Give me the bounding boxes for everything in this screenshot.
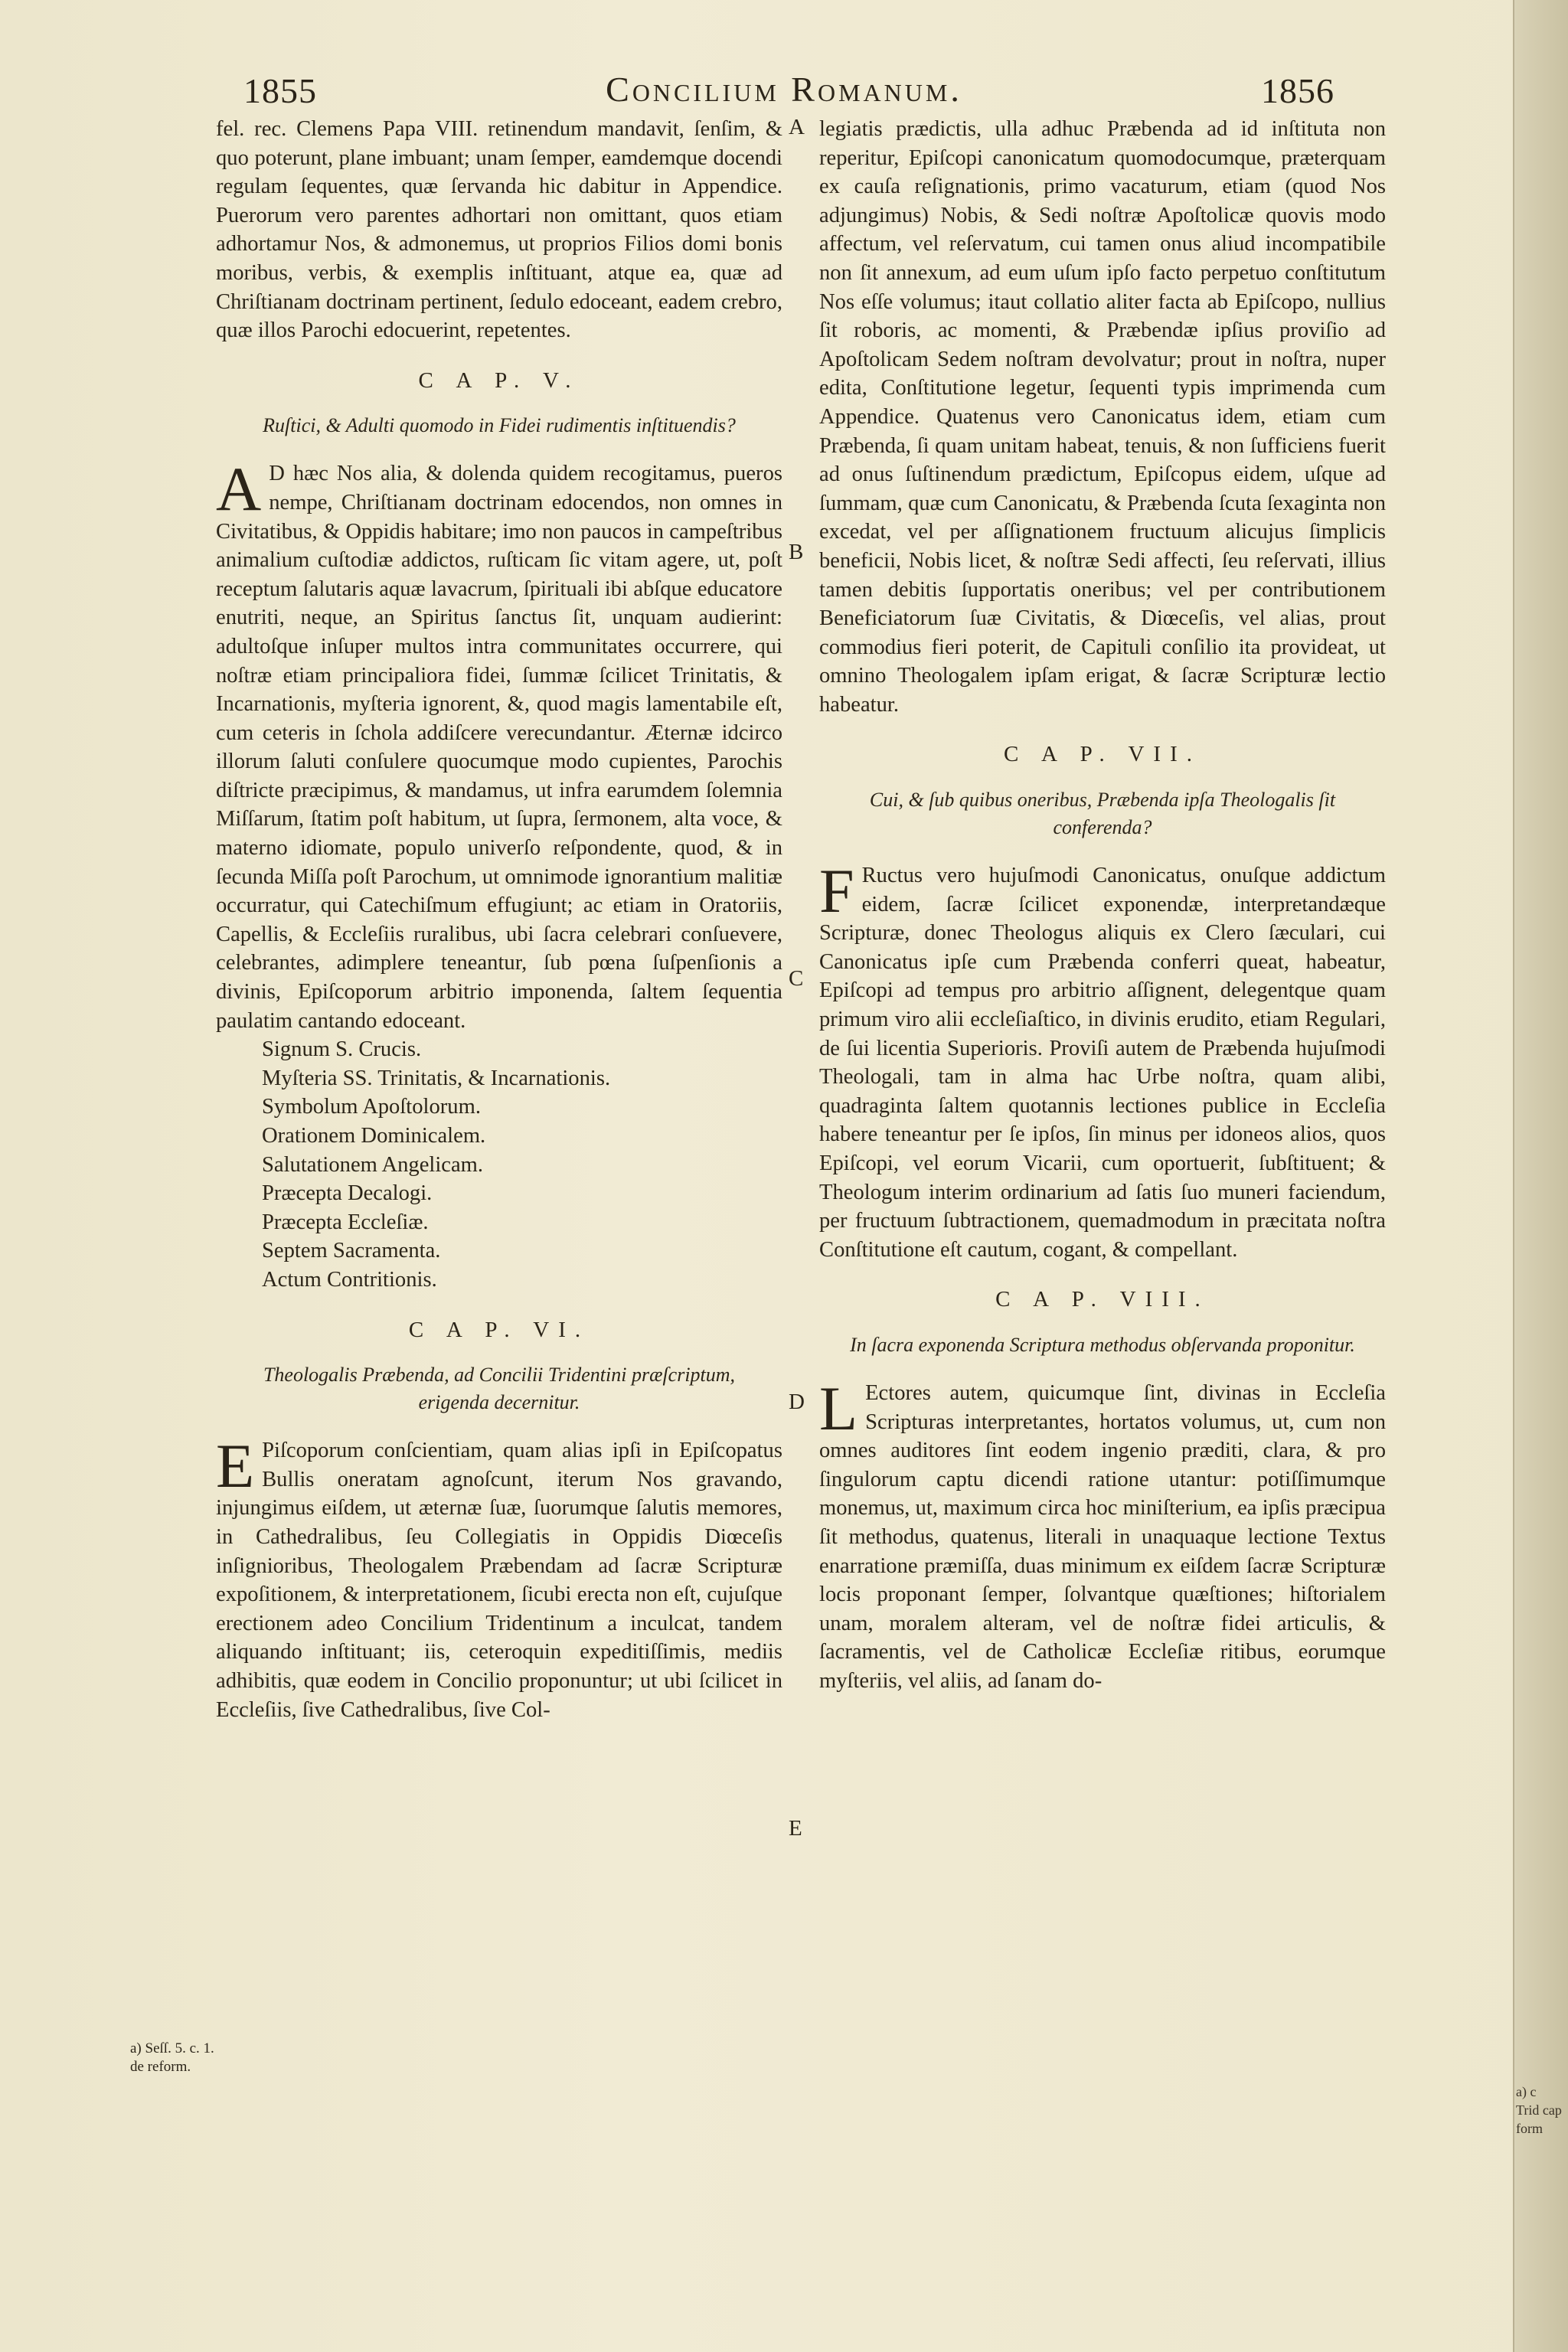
cap-viii-heading: C A P. VIII. bbox=[995, 1287, 1210, 1312]
list-item: Septem Sacramenta. bbox=[262, 1239, 441, 1263]
running-title: Concilium Romanum. bbox=[606, 70, 962, 109]
cap-vii-heading: C A P. VII. bbox=[1004, 742, 1201, 767]
cap-viii-text: Ectores autem, quicumque ſint, divinas in Eccleſia Scripturas interpretantes, hortatos volumus, ut, cum non omnes auditores ſint eodem ingenio præditi, clara, & pro ſingulorum captu dicendi ratione utantur: potiſſimumque monemus, ut, maximum circa hoc miniſterium, ea ipſis præcipua ſit methodus, quatenus, literali in unaquaque lectione Textus enarratione præmiſſa, duas minimum ex eiſdem ſacræ Scripturæ locis proponant ſemper, ſolvantque quæſtiones; hiſtorialem unam, moralem alteram, vel de noſtræ fidei articulis, & ſacramentis, vel de Catholicæ Eccleſiæ ritibus, eorumque myſteriis, vel aliis, ad ſanam do- bbox=[819, 1380, 1386, 1693]
left-intro-paragraph: fel. rec. Clemens Papa VIII. retinendum mandavit, ſenſim, & quo poterunt, plane imbuant; unam ſemper, eamdemque docendi regulam ſequentes, quæ ſervanda hic dabitur in Appendice. Puerorum vero parentes adhortari non omittant, quos etiam adhortamur Nos, & admonemus, ut proprios Filios domi bonis moribus, verbis, & exemplis inſtituant, atque ea, quæ ad Chriſtianam doctrinam pertinent, ſedulo edoceant, eadem crebro, quæ illos Parochi edocuerint, repetentes. bbox=[216, 117, 782, 343]
list-item: Salutationem Angelicam. bbox=[262, 1152, 484, 1177]
cap-vi-text: Piſcoporum conſcientiam, quam alias ipſi in Epiſcopatus Bullis oneratam agnoſcunt, iterum Nos gravando, injungimus eiſdem, ut æternæ ſuæ, ſuorumque ſalutis memores, in Cathedralibus, ſeu Collegiatis in Oppidis Diœceſis inſignioribus, Theologalem Præbendam ad ſacræ Scripturæ expoſitionem, & interpretationem, ſicubi erecta non eſt, cujuſque erectionem adeo Concilium Tridentinum a inculcat, tandem aliquando inſtituant; iis, ceteroquin expeditiſſimis, mediis adhibitis, quæ eodem in Concilio proponuntur; ut ubi ſcilicet in Eccleſiis, ſive Cathedralibus, ſive Col- bbox=[216, 1439, 782, 1722]
list-item: Orationem Dominicalem. bbox=[262, 1124, 486, 1148]
drop-cap-e: E bbox=[216, 1431, 255, 1501]
list-item: Myſteria SS. Trinitatis, & Incarnationis. bbox=[262, 1066, 611, 1090]
list-item: Signum S. Crucis. bbox=[262, 1037, 422, 1062]
cap-vii-paragraph bbox=[819, 856, 1386, 1264]
margin-letter-d: D bbox=[789, 1390, 805, 1414]
cap-vi-subtitle: Theologalis Præbenda, ad Concilii Tridentini præſcriptum, erigenda decernitur. bbox=[263, 1364, 736, 1414]
right-intro-paragraph: legiatis prædictis, ulla adhuc Præbenda ad id inſtituta non reperitur, Epiſcopi canonicatum quomodocumque, præterquam ex cauſa reſignationis, primo vacaturum, etiam (quod Nos adjungimus) Nobis, & Sedi noſtræ Apoſtolicæ quovis modo affectum, vel reſervatum, cui tamen onus aliud incompatibile non ſit annexum, ad eum uſum ipſo facto perpetuo conſtitutum Nos eſſe volumus; itaut collatio aliter facta ab Epiſcopo, nullius ſit roboris, ac momenti, & Præbendæ ipſius proviſio ad Apoſtolicam Sedem noſtram devolvatur; prout in noſtra, nuper edita, Conſtitutione legetur, ſequenti typis imprimenda cum Appendice. Quatenus vero Canonicatus idem, etiam cum Præbenda, ſi quam unitam habeat, tenuis, & non ſufficiens fuerit ad onus ſuſtinendum prædictum, Epiſcopus eidem, uſque ad ſummam, quæ cum Canonicatu, & Præbenda ſcuta ſexaginta non excedat, vel per aſſignationem fructuum alicujus ſimplicis beneficii, Nobis licet, & noſtræ Sedi affecti, ſeu reſervati, illius tamen debitis ſupportatis oneribus; vel per contributionem Beneficiatorum ſuæ Civitatis, & Diœceſis, vel alias, prout commodius fieri poterit, de Capituli conſilio ita provideat, ut omnino Theologalem ipſam erigat, & ſacræ Scripturæ lectio habeatur. bbox=[819, 117, 1386, 717]
page-number-right: 1856 bbox=[1261, 71, 1334, 110]
list-item: Præcepta Decalogi. bbox=[262, 1181, 433, 1206]
cap-vi-heading: C A P. VI. bbox=[408, 1317, 590, 1342]
catechism-list bbox=[216, 1035, 782, 1294]
drop-cap-f: F bbox=[819, 856, 854, 926]
margin-letter-b: B bbox=[789, 540, 804, 564]
drop-cap-a: A bbox=[216, 454, 262, 524]
cap-v-subtitle: Ruſtici, & Adulti quomodo in Fidei rudimentis inſtituendis? bbox=[263, 414, 736, 437]
edge-note: a) c Trid cap form bbox=[1516, 2084, 1562, 2136]
cap-v-text: D hæc Nos alia, & dolenda quidem recogitamus, pueros nempe, Chriſtianam doctrinam edocendos, non omnes in Civitatibus, & Oppidis habitare; imo non paucos in campeſtribus animalium cuſtodiæ addictos, ruſticam ſic vitam agere, ut, poſt receptum ſalutaris aquæ lavacrum, ſpirituali ibi abſque educatore enutriti, neque, an Spiritus ſanctus ſit, unquam audierint: adultoſque inſuper multos intra communitates occurrere, qui noſtræ etiam principaliora fidei, ſummæ ſcilicet Trinitatis, & Incarnationis, myſteria ignorent, &, quod magis lamentabile eſt, cum ceteris in ſchola addiſcere verecundantur. Æternæ idcirco illorum ſaluti conſulere quocumque modo cupientes, Parochis diſtricte præcipimus, & mandamus, ut infra earumdem ſolemnia Miſſarum, ſtatim poſt habitum, ut ſupra, ſermonem, alta voce, & materno idiomate, populo univerſo reſpondente, quod, & in ſecunda Miſſa poſt Parochum, ut omnimode ignorantium malitiæ occurratur, qui Catechiſmum effugiunt; ac etiam in Oratoriis, Capellis, & Eccleſiis ruralibus, ubi ſacra celebrari conſuevere, celebrantes, adimplere teneantur, ſub pœna ſuſpenſionis a divinis, Epiſcoporum arbitrio imponenda, ſaltem ſequentia paulatim cantando edoceant. bbox=[216, 462, 782, 1033]
cap-vi-paragraph bbox=[216, 1431, 782, 1724]
left-column bbox=[216, 115, 782, 1724]
list-item: Symbolum Apoſtolorum. bbox=[262, 1095, 481, 1119]
next-page-edge bbox=[1513, 0, 1568, 2352]
cap-vii-text: Ructus vero hujuſmodi Canonicatus, onuſque addictum eidem, ſacræ ſcilicet exponendæ, interpretandæque Scripturæ, donec Theologus aliquis ex Clero ſæculari, cui Canonicatus ipſe cum Præbenda conferri queat, habeatur, Epiſcopi ad tempus pro arbitrio aſſignent, delegentque quam primum viro alii eccleſiaſtico, in divinis erudito, etiam Regulari, de ſui licentia Superioris. Proviſi autem de Præbenda hujuſmodi Theologali, tam in alma hac Urbe noſtra, quam alibi, quadraginta ſaltem quotannis lectiones publice in Eccleſia habere teneantur per ſe ipſos, ſin minus per idoneos alios, quos Epiſcopi, vel eorum Vicarii, cum oportuerit, ſubſtituent; & Theologum interim ordinarium ad ſatis ſuo muneri faciendum, per fructuum ſubtractionem, quemadmodum in præcitata noſtra Conſtitutione eſt cautum, cogant, & compellant. bbox=[819, 864, 1386, 1262]
drop-cap-l: L bbox=[819, 1373, 858, 1443]
cap-v-paragraph bbox=[216, 454, 782, 1035]
page-number-left: 1855 bbox=[243, 71, 317, 110]
margin-footnote: a) Seſſ. 5. c. 1. de reform. bbox=[130, 2040, 214, 2075]
list-item: Actum Contritionis. bbox=[262, 1267, 437, 1292]
margin-letter-c: C bbox=[789, 966, 804, 991]
cap-v-heading: C A P. V. bbox=[418, 368, 580, 393]
cap-viii-subtitle: In ſacra exponenda Scriptura methodus obſervanda proponitur. bbox=[850, 1333, 1355, 1356]
right-column bbox=[819, 115, 1386, 1696]
margin-letter-e: E bbox=[789, 1816, 802, 1841]
cap-viii-paragraph bbox=[819, 1373, 1386, 1696]
cap-vii-subtitle: Cui, & ſub quibus oneribus, Præbenda ipſa Theologalis ſit conferenda? bbox=[869, 789, 1336, 839]
list-item: Præcepta Eccleſiæ. bbox=[262, 1210, 429, 1234]
margin-letter-a: A bbox=[789, 115, 805, 139]
